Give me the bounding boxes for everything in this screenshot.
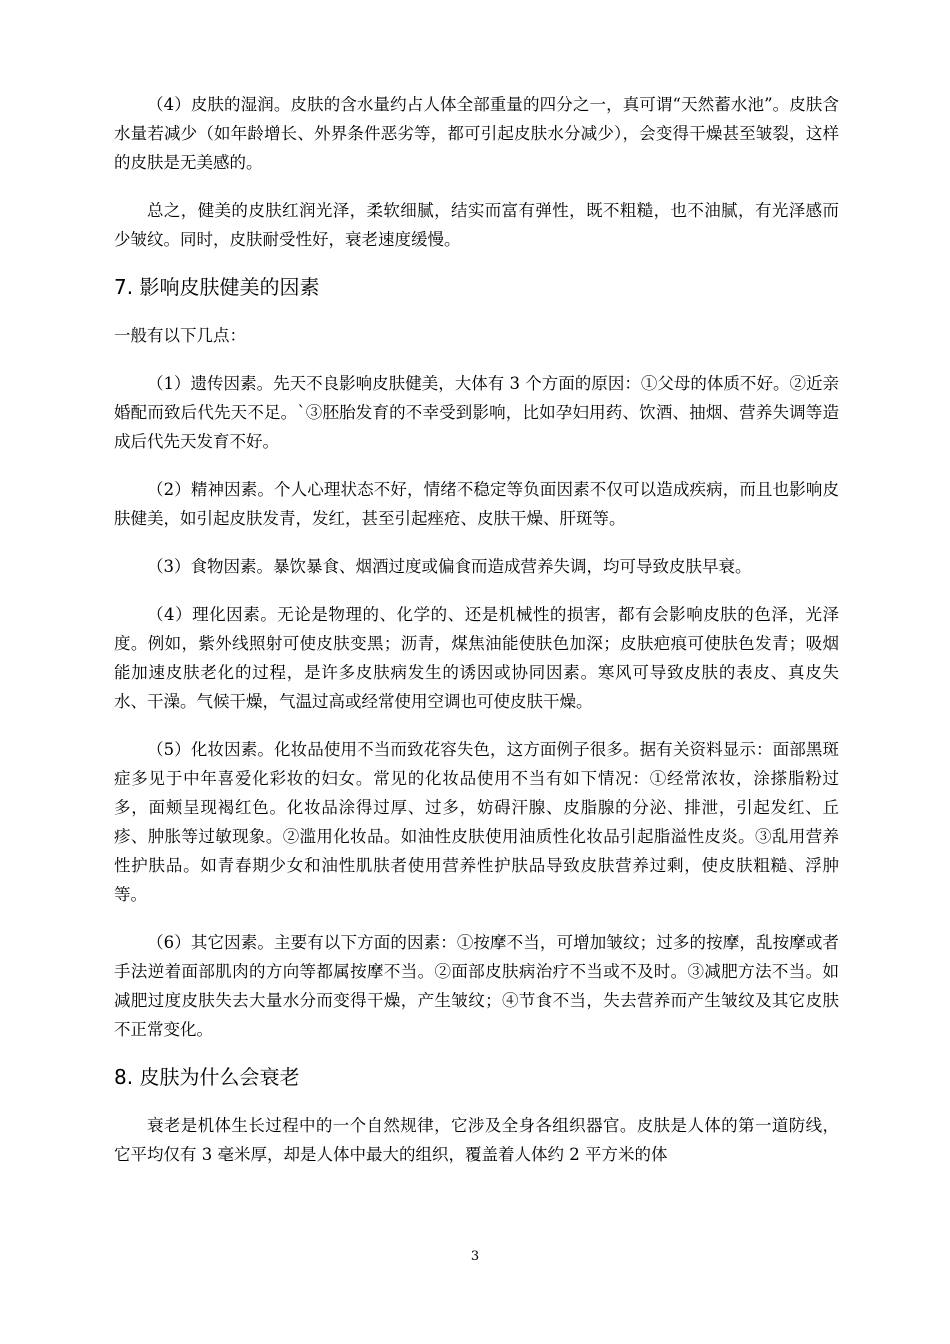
paragraph-genetic-factor: （1）遗传因素。先天不良影响皮肤健美，大体有 3 个方面的原因：①父母的体质不好。②近亲婚配而致后代先天不足。`③胚胎发育的不幸受到影响，比如孕妇用药、饮酒、抽烟、营养失调等造成后代先天发育不好。 [114, 374, 839, 451]
paragraph-mental-factor: （2）精神因素。个人心理状态不好，情绪不稳定等负面因素不仅可以造成疾病，而且也影响皮肤健美，如引起皮肤发青，发红，甚至引起痤疮、皮肤干燥、肝斑等。 [114, 480, 839, 528]
paragraph-summary: 总之，健美的皮肤红润光泽，柔软细腻，结实而富有弹性，既不粗糙，也不油腻，有光泽感而少皱纹。同时，皮肤耐受性好，衰老速度缓慢。 [114, 201, 839, 249]
paragraph-aging: 衰老是机体生长过程中的一个自然规律，它涉及全身各组织器官。皮肤是人体的第一道防线，它平均仅有 3 毫米厚，却是人体中最大的组织，覆盖着人体约 2 平方米的体 [114, 1116, 839, 1164]
section-heading-7: 7. 影响皮肤健美的因素 [114, 275, 320, 299]
section-heading-8: 8. 皮肤为什么会衰老 [114, 1065, 300, 1089]
paragraph-other-factors: （6）其它因素。主要有以下方面的因素：①按摩不当，可增加皱纹；过多的按摩，乱按摩或者手法逆着面部肌肉的方向等都属按摩不当。②面部皮肤病治疗不当或不及时。③减肥方法不当。如减肥过度皮肤失去大量水分而变得干燥，产生皱纹；④节食不当，失去营养而产生皱纹及其它皮肤不正常变化。 [114, 933, 839, 1039]
section-7-intro: 一般有以下几点： [114, 326, 246, 345]
paragraph-food-factor: （3）食物因素。暴饮暴食、烟酒过度或偏食而造成营养失调，均可导致皮肤早衰。 [147, 557, 752, 576]
paragraph-makeup-factor: （5）化妆因素。化妆品使用不当而致花容失色，这方面例子很多。据有关资料显示：面部黑斑症多见于中年喜爱化彩妆的妇女。常见的化妆品使用不当有如下情况：①经常浓妆，涂搽脂粉过多，面颊呈现褐红色。化妆品涂得过厚、过多，妨碍汗腺、皮脂腺的分泌、排泄，引起发红、丘疹、肿胀等过敏现象。②滥用化妆品。如油性皮肤使用油质性化妆品引起脂溢性皮炎。③乱用营养性护肤品。如青春期少女和油性肌肤者使用营养性护肤品导致皮肤营养过剩，使皮肤粗糙、浮肿等。 [114, 740, 839, 904]
paragraph-skin-moisture: （4）皮肤的湿润。皮肤的含水量约占人体全部重量的四分之一，真可谓“天然蓄水池”。皮肤含水量若减少（如年龄增长、外界条件恶劣等，都可引起皮肤水分减少），会变得干燥甚至皱裂，这样的皮肤是无美感的。 [114, 95, 839, 172]
paragraph-physical-chemical-factor: （4）理化因素。无论是物理的、化学的、还是机械性的损害，都有会影响皮肤的色泽，光泽度。例如，紫外线照射可使皮肤变黑；沥青，煤焦油能使肤色加深；皮肤疤痕可使肤色发青；吸烟能加速皮肤老化的过程，是许多皮肤病发生的诱因或协同因素。寒风可导致皮肤的表皮、真皮失水、干澡。气候干燥，气温过高或经常使用空调也可使皮肤干燥。 [114, 605, 839, 711]
page-number: 3 [470, 1249, 480, 1264]
document-page [114, 90, 839, 1188]
